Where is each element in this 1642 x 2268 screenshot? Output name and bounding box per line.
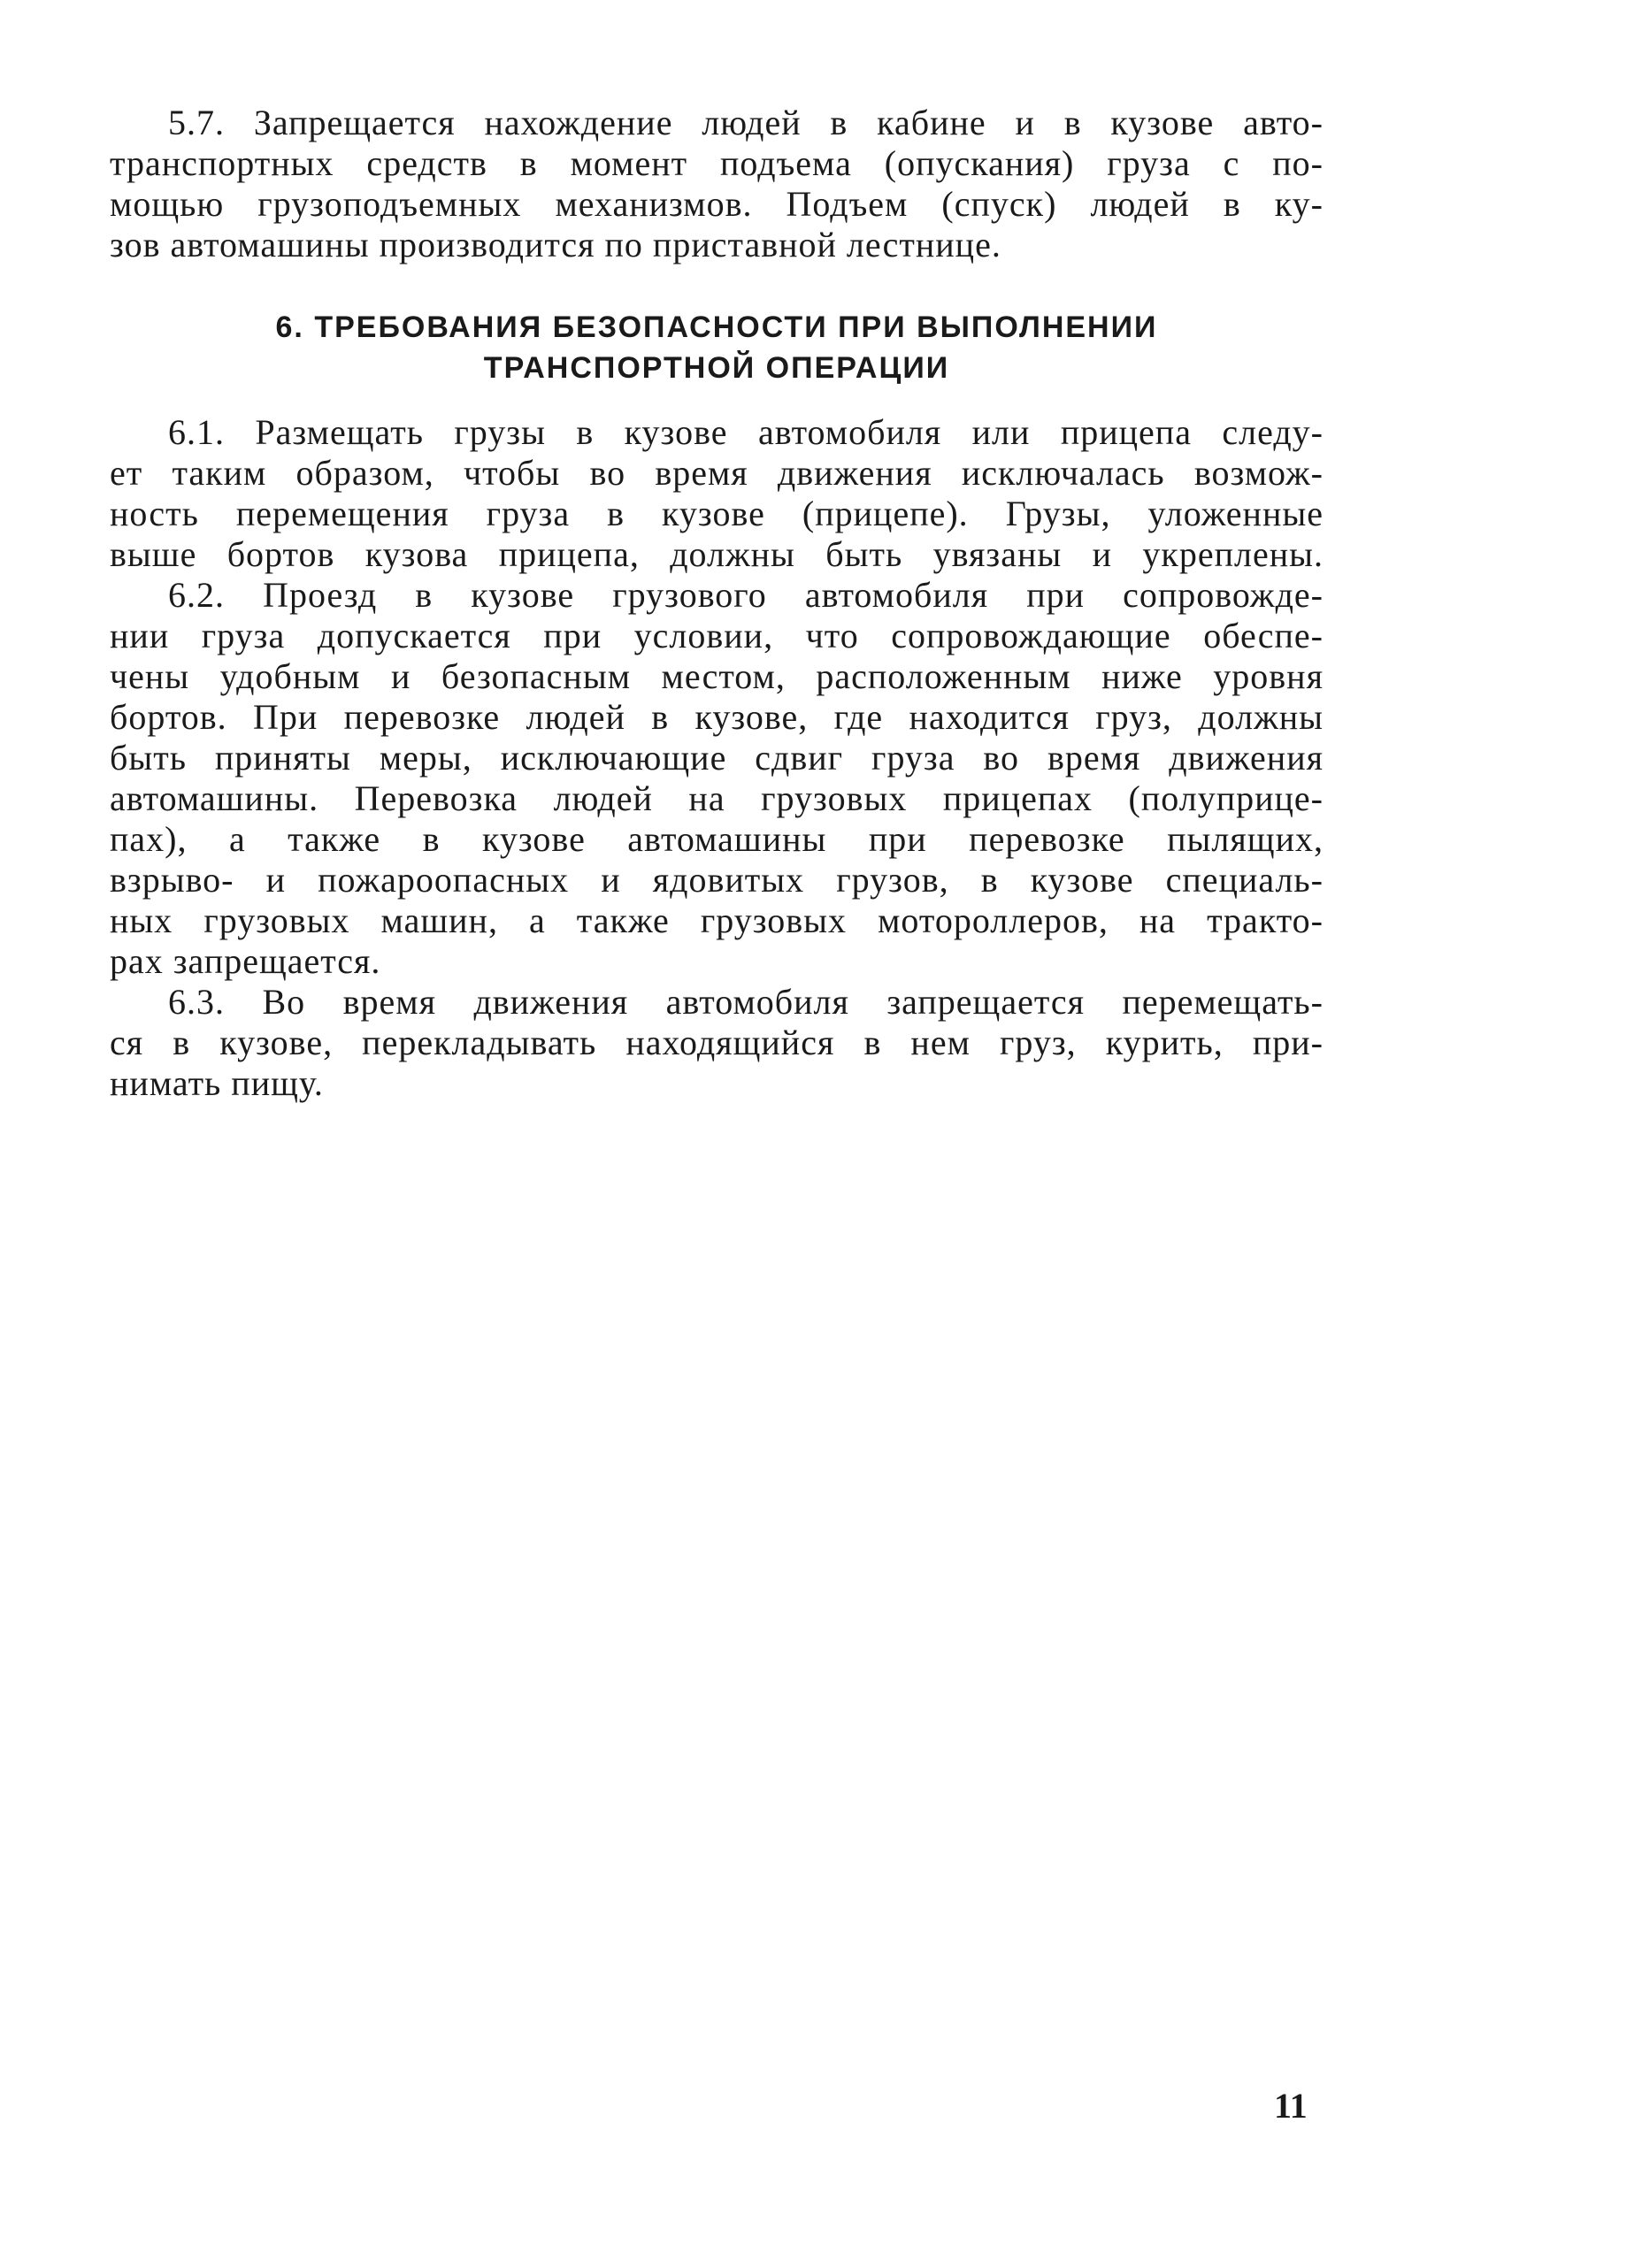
section-heading-line-1: 6. ТРЕБОВАНИЯ БЕЗОПАСНОСТИ ПРИ ВЫПОЛНЕНИИ bbox=[275, 310, 1158, 344]
text-line: нимать пищу. bbox=[110, 1063, 324, 1103]
text-line: пах), а также в кузове автомашины при перевозке пылящих, bbox=[110, 819, 1324, 859]
text-line: 6.1. Размещать грузы в кузове автомобиля или прицепа следу- bbox=[168, 412, 1324, 452]
text-line: быть приняты меры, исключающие сдвиг груза во время движения bbox=[110, 738, 1324, 778]
text-line: 5.7. Запрещается нахождение людей в кабине и в кузове авто- bbox=[168, 103, 1324, 142]
text-line: выше бортов кузова прицепа, должны быть увязаны и укреплены. bbox=[110, 534, 1324, 574]
text-line: бортов. При перевозке людей в кузове, где находится груз, должны bbox=[110, 697, 1324, 737]
page-number: 11 bbox=[1274, 2086, 1308, 2126]
text-line: ность перемещения груза в кузове (прицепе). Грузы, уложенные bbox=[110, 494, 1324, 533]
text-line: взрыво- и пожароопасных и ядовитых грузов, в кузове специаль- bbox=[110, 860, 1324, 900]
text-line: нии груза допускается при условии, что сопровождающие обеспе- bbox=[110, 616, 1324, 655]
text-line: ет таким образом, чтобы во время движения исключалась возмож- bbox=[110, 453, 1324, 493]
text-line: 6.3. Во время движения автомобиля запрещается перемещать- bbox=[168, 982, 1324, 1022]
text-line: транспортных средств в момент подъема (опускания) груза с по- bbox=[110, 143, 1324, 183]
text-line: чены удобным и безопасным местом, расположенным ниже уровня bbox=[110, 656, 1324, 696]
text-line: ся в кузове, перекладывать находящийся в нем груз, курить, при- bbox=[110, 1023, 1324, 1062]
text-line: автомашины. Перевозка людей на грузовых прицепах (полуприце- bbox=[110, 778, 1324, 818]
text-line: 6.2. Проезд в кузове грузового автомобиля при сопровожде- bbox=[168, 575, 1324, 615]
text-line: мощью грузоподъемных механизмов. Подъем (спуск) людей в ку- bbox=[110, 184, 1324, 224]
section-heading-line-2: ТРАНСПОРТНОЙ ОПЕРАЦИИ bbox=[483, 351, 950, 385]
text-line: зов автомашины производится по приставной лестнице. bbox=[110, 225, 1001, 264]
text-line: рах запрещается. bbox=[110, 941, 381, 981]
text-line: ных грузовых машин, а также грузовых мотороллеров, на тракто- bbox=[110, 900, 1324, 940]
